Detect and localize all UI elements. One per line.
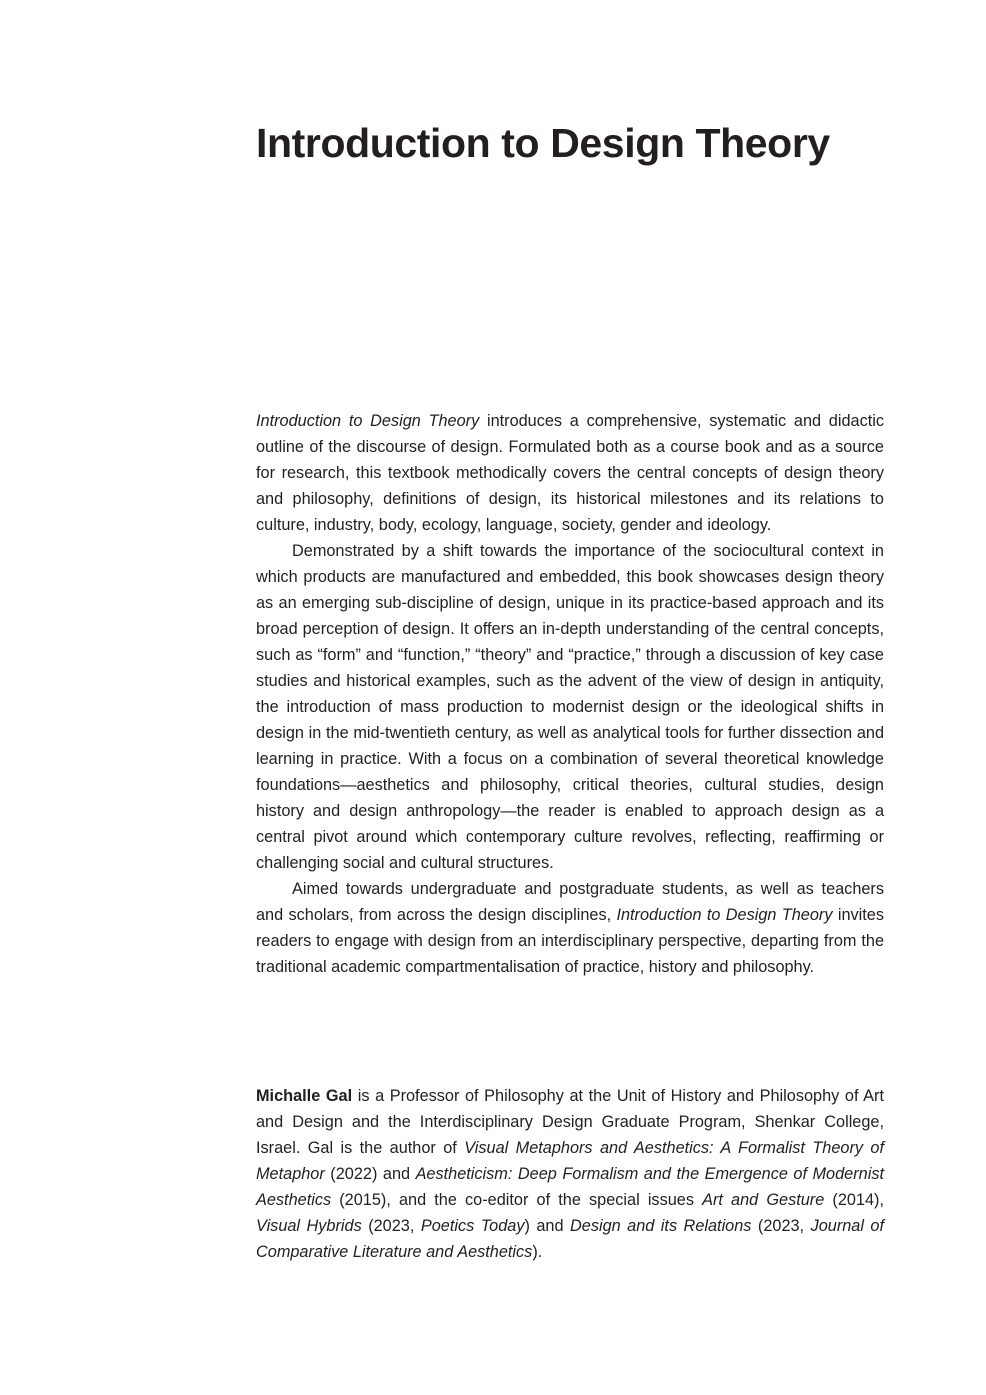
- bio-text: (2015), and the co-editor of the special issues: [331, 1191, 703, 1209]
- journal-title-italic: Poetics Today: [420, 1217, 525, 1235]
- bio-text: ).: [532, 1243, 543, 1261]
- author-bio: [256, 1083, 884, 1265]
- author-name: Michalle Gal: [256, 1087, 353, 1105]
- paragraph-text: Aimed towards undergraduate and postgraduate students, as well as teachers and scholars, from across the design disciplines,: [256, 880, 884, 924]
- page-title: Introduction to Design Theory: [256, 120, 830, 166]
- bio-text: is a Professor of Philosophy at the Unit of History and Philosophy of Art and Design and the Interdisciplinary Design Graduate Program, Shenkar College, Israel. Gal is the author of: [256, 1087, 884, 1157]
- description-paragraph-1: [256, 408, 884, 538]
- issue-title-italic: Visual Hybrids: [256, 1217, 362, 1235]
- bio-text: (2023,: [361, 1217, 421, 1235]
- book-description: [256, 408, 884, 980]
- issue-title-italic: Art and Gesture: [702, 1191, 825, 1209]
- paragraph-text: Demonstrated by a shift towards the importance of the sociocultural context in which products are manufactured and embedded, this book showcases design theory as an emerging sub-discipline of design, unique in its practice-based approach and its broad perception of design. It offers an in-depth understanding of the central concepts, such as “form” and “function,” “theory” and “practice,” through a discussion of key case studies and historical examples, such as the advent of the view of design in antiquity, the introduction of mass production to modernist design or the ideological shifts in design in the mid-twentieth century, as well as analytical tools for further dissection and learning in practice. With a focus on a combination of several theoretical knowledge foundations—aesthetics and philosophy, critical theories, cultural studies, design history and design anthropology—the reader is enabled to approach design as a central pivot around which contemporary culture revolves, reflecting, reaffirming or challenging social and cultural structures.: [256, 542, 884, 872]
- description-paragraph-2: [256, 538, 884, 876]
- book-title-italic: Introduction to Design Theory: [256, 412, 480, 430]
- description-paragraph-3: [256, 876, 884, 980]
- journal-title-italic: Journal of Comparative Literature and Aesthetics: [256, 1217, 885, 1261]
- issue-title-italic: Design and its Relations: [570, 1217, 752, 1235]
- bio-text: (2022) and: [324, 1165, 416, 1183]
- book-title-italic: Introduction to Design Theory: [616, 906, 833, 924]
- paragraph-text: introduces a comprehensive, systematic and didactic outline of the discourse of design. Formulated both as a course book and as a source for research, this textbook methodically covers the central concepts of design theory and philosophy, definitions of design, its historical milestones and its relations to culture, industry, body, ecology, language, society, gender and ideology.: [256, 412, 884, 534]
- bio-text: (2023,: [751, 1217, 811, 1235]
- bio-text: (2014),: [824, 1191, 884, 1209]
- book-title-italic: Visual Metaphors and Aesthetics: A Formalist Theory of Metaphor: [256, 1139, 884, 1183]
- book-title-italic: Aestheticism: Deep Formalism and the Emergence of Modernist Aesthetics: [256, 1165, 884, 1209]
- paragraph-text: invites readers to engage with design from an interdisciplinary perspective, departing from the traditional academic compartmentalisation of practice, history and philosophy.: [256, 906, 884, 976]
- bio-text: ) and: [524, 1217, 571, 1235]
